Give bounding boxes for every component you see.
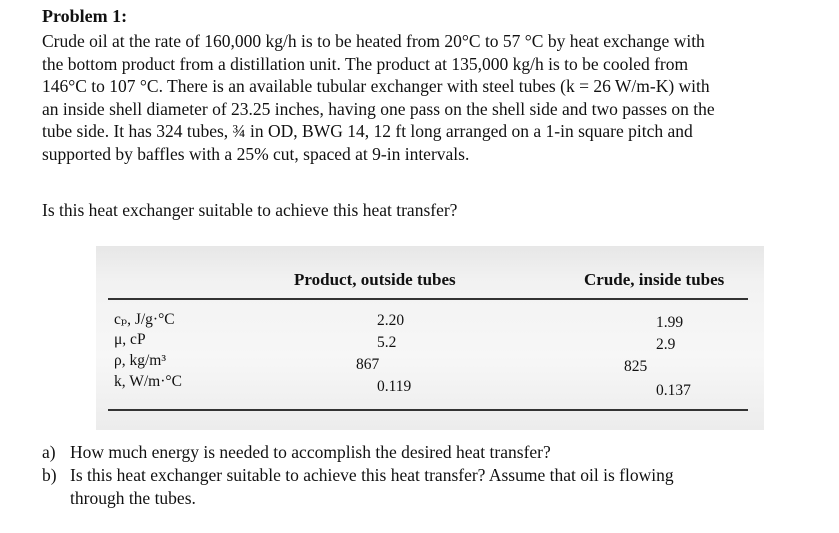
question-b-continuation: through the tubes.: [70, 487, 196, 508]
crude-mu: 2.9: [656, 336, 676, 353]
statement-line: Crude oil at the rate of 160,000 kg/h is to be heated from 20°C to 57 °C by heat exchange with: [42, 31, 705, 51]
row-label-rho: ρ, kg/m³: [114, 352, 166, 369]
table-top-rule: [108, 298, 748, 300]
row-label-cp: cₚ, J/g·°C: [114, 311, 175, 328]
crude-cp: 1.99: [656, 314, 684, 331]
problem-statement: [42, 30, 832, 166]
statement-line: 146°C to 107 °C. There is an available tubular exchanger with steel tubes (k = 26 W/m-K) with: [42, 76, 710, 97]
product-cp: 2.20: [377, 312, 405, 329]
question-b-label: b): [42, 465, 57, 485]
question-a-text: How much energy is needed to accomplish the desired heat transfer?: [70, 442, 551, 462]
question-a-label: a): [42, 442, 56, 462]
question-b: [42, 464, 674, 509]
statement-line: tube side. It has 324 tubes, ¾ in OD, BWG 14, 12 ft long arranged on a 1-in square pitch and: [42, 121, 693, 142]
product-k: 0.119: [377, 378, 412, 395]
statement-line: the bottom product from a distillation unit. The product at 135,000 kg/h is to be cooled from: [42, 53, 689, 74]
product-mu: 5.2: [377, 334, 397, 351]
properties-table: [96, 246, 764, 430]
question-b-text: Is this heat exchanger suitable to achieve this heat transfer? Assume that oil is flowing: [70, 465, 674, 485]
crude-rho: 825: [624, 358, 648, 375]
question-a: [42, 441, 551, 464]
row-label-mu: μ, cP: [114, 331, 146, 348]
crude-k: 0.137: [656, 382, 691, 399]
statement-line: an inside shell diameter of 23.25 inches, having one pass on the shell side and two passes on the: [42, 98, 715, 119]
problem-title: Problem 1:: [42, 6, 128, 26]
main-question: Is this heat exchanger suitable to achieve this heat transfer?: [42, 200, 458, 220]
header-product: Product, outside tubes: [294, 270, 456, 289]
table-bottom-rule: [108, 409, 748, 411]
header-crude: Crude, inside tubes: [584, 270, 725, 289]
product-rho: 867: [356, 356, 380, 373]
statement-line: supported by baffles with a 25% cut, spaced at 9-in intervals.: [42, 143, 470, 164]
row-label-k: k, W/m·°C: [114, 373, 182, 390]
